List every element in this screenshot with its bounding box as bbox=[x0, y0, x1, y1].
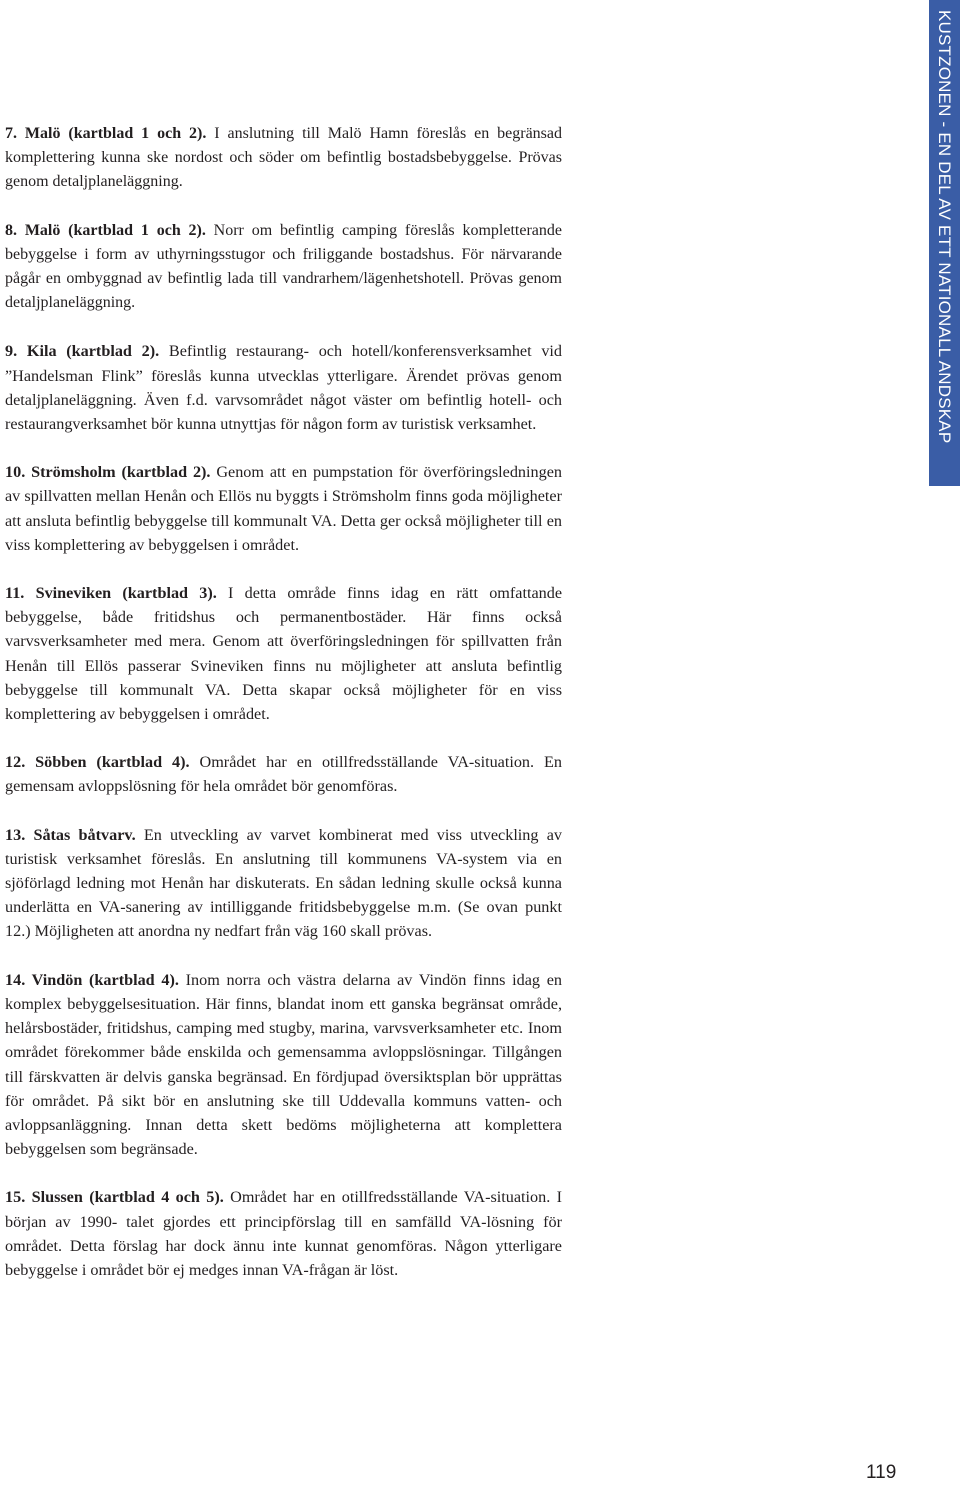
paragraph-body: Området har en otillfredsställande VA-situation. I början av 1990- talet gjordes ett principförslag till en samfälld VA-lösning för området. Detta förslag har dock ännu inte kunnat genomföras. Någon ytterligare bebyggelse i området bör ej medges innan VA-frågan är löst. bbox=[5, 1188, 563, 1279]
side-banner bbox=[929, 0, 960, 486]
paragraph-12 bbox=[5, 750, 562, 798]
paragraph-11 bbox=[5, 581, 562, 726]
paragraph-body: Inom norra och västra delarna av Vindön finns idag en komplex bebyggelsesituation. Här finns, blandat inom ett ganska begränsat område, helårsbostäder, fritidshus, camping med stugby, marina, varvsverksamheter etc. Inom området förekommer både enskilda och gemensamma avloppslösningar. Tillgången till färskvatten är delvis ganska begränsad. En fördjupad översiktsplan bör upprättas för området. På sikt bör en anslutning ske till Uddevalla kommuns vatten- och avloppsanläggning. Innan detta skett bedöms möjligheterna att komplettera bebyggelsen som begränsade. bbox=[5, 970, 562, 1159]
paragraph-body: Befintlig restaurang- och hotell/konferensverksamhet vid ”Handelsman Flink” föreslås kunna utvecklas ytterligare. Ärendet prövas genom detaljplaneläggning. Även f.d. varvsområdet något väster om befintlig hotell- och restaurangverksamhet bör kunna utnyttjas för någon form av turistisk verksamhet. bbox=[5, 342, 563, 434]
paragraph-15 bbox=[5, 1185, 562, 1282]
paragraph-heading: 13. Såtas båtvarv. bbox=[5, 825, 136, 844]
paragraph-body: Norr om befintlig camping föreslås kompletterande bebyggelse i form av uthyrningsstugor och friliggande bostadshus. För närvarande pågår en ombyggnad av befintlig lada till vandrarhem/lägenhetshotell. Prövas genom detaljplaneläggning. bbox=[5, 221, 562, 312]
paragraph-7 bbox=[5, 122, 562, 195]
paragraph-heading: 14. Vindön (kartblad 4). bbox=[5, 970, 179, 989]
paragraph-8 bbox=[5, 219, 562, 316]
paragraph-body: I anslutning till Malö Hamn föreslås en begränsad komplettering kunna ske nordost och söder om befintlig bostadsbebyggelse. Prövas genom detaljplaneläggning. bbox=[5, 125, 562, 191]
paragraph-14 bbox=[5, 968, 562, 1162]
paragraph-body: Genom att en pumpstation för överföringsledningen av spillvatten mellan Henån och Ellös nu byggts i Strömsholm finns goda möjligheter att ansluta befintlig bebyggelse till kommunalt VA. Detta ger också möjligheter till en viss komplettering av bebyggelsen i området. bbox=[5, 463, 562, 554]
paragraph-body: En utveckling av varvet kombinerat med viss utveckling av turistisk verksamhet föreslås. En anslutning till kommunens VA-system via en sjöförlagd ledning mot Henån har diskuterats. En sådan ledning skulle också kunna underlätta en VA-sanering av intilliggande fritidsbebyggelse m.m. (Se ovan punkt 12.) Möjligheten att anordna ny nedfart från väg 160 skall prövas. bbox=[5, 825, 562, 941]
paragraph-13 bbox=[5, 823, 562, 944]
paragraph-heading: 10. Strömsholm (kartblad 2). bbox=[5, 463, 211, 482]
side-banner-text: KUSTZONEN - EN DEL AV ETT NATIONALL ANDSKAP bbox=[935, 10, 954, 444]
paragraph-body: I detta område finns idag en rätt omfattande bebyggelse, både fritidshus och permanentbostäder. Här finns också varvsverksamheter med mera. Genom att överföringsledningen för spillvatten från Henån till Ellös passerar Svineviken finns nu möjligheter att ansluta befintlig bebyggelse till kommunalt VA. Detta skapar också möjligheter för en viss komplettering av bebyggelsen i området. bbox=[5, 584, 563, 724]
paragraph-9 bbox=[5, 339, 562, 436]
text-column bbox=[5, 122, 562, 1306]
paragraph-10 bbox=[5, 460, 562, 557]
paragraph-heading: 11. Svineviken (kartblad 3). bbox=[5, 584, 217, 603]
paragraph-heading: 9. Kila (kartblad 2). bbox=[5, 342, 160, 361]
paragraph-heading: 8. Malö (kartblad 1 och 2). bbox=[5, 221, 206, 239]
paragraph-heading: 12. Söbben (kartblad 4). bbox=[5, 753, 190, 772]
paragraph-heading: 15. Slussen (kartblad 4 och 5). bbox=[5, 1188, 224, 1207]
page-number: 119 bbox=[866, 1462, 897, 1483]
paragraph-heading: 7. Malö (kartblad 1 och 2). bbox=[5, 125, 207, 142]
paragraph-body: Området har en otillfredsställande VA-situation. En gemensam avloppslösning för hela området bör genomföras. bbox=[5, 753, 563, 796]
